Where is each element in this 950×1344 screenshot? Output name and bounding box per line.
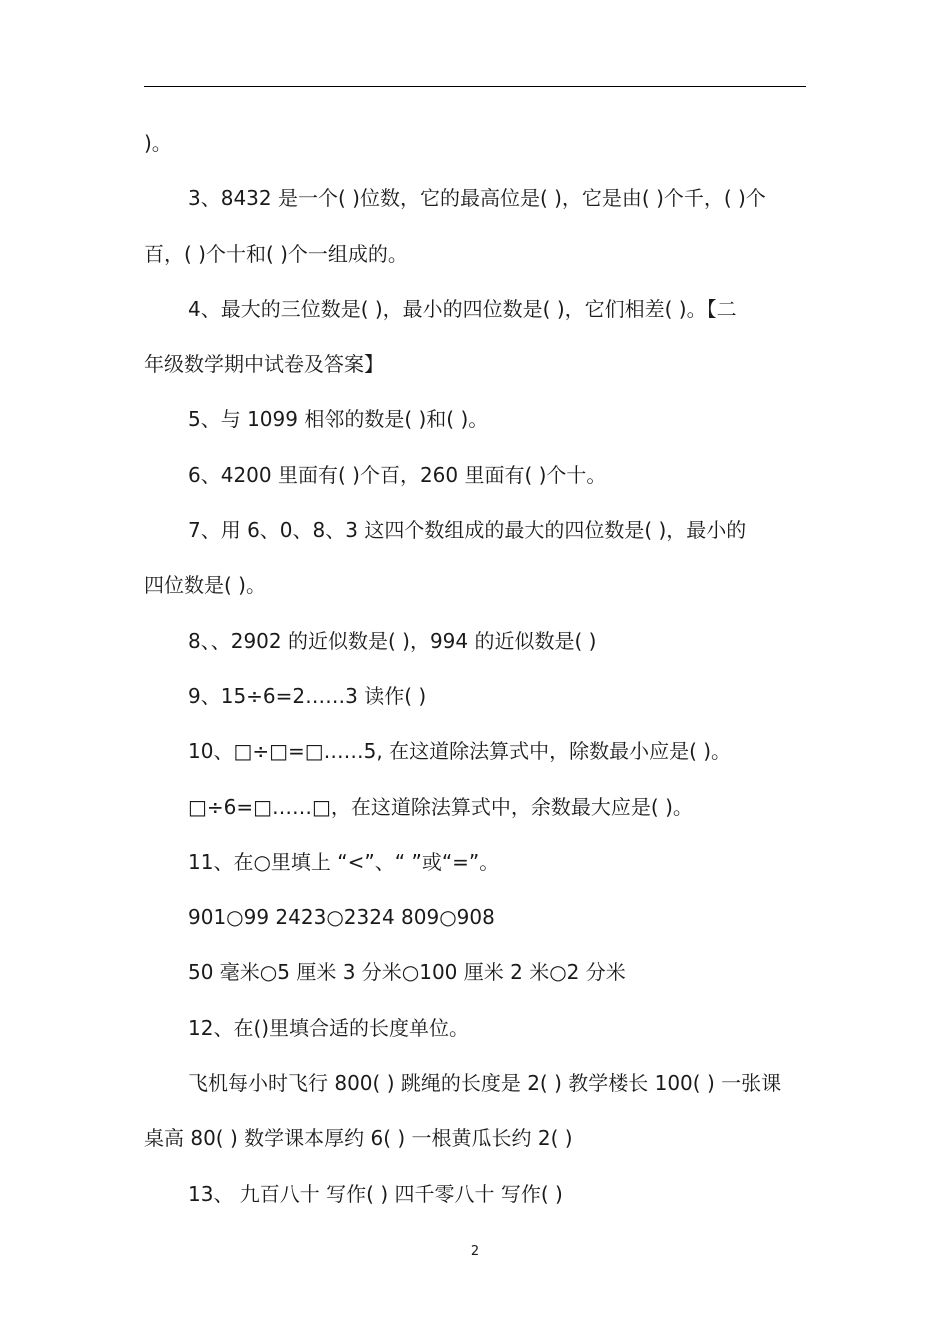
text-line-1: )。 — [144, 131, 172, 155]
header-rule — [144, 86, 806, 87]
text-line-19: 桌高 80( ) 数学课本厚约 6( ) 一根黄瓜长约 2( ) — [144, 1126, 573, 1151]
text-line-13: □÷6=□……□，在这道除法算式中，余数最大应是( )。 — [188, 794, 693, 819]
text-line-10: 8、、2902 的近似数是( )，994 的近似数是( ) — [188, 628, 597, 653]
text-line-9: 四位数是( )。 — [144, 573, 266, 598]
text-line-5: 年级数学期中试卷及答案】 — [144, 352, 384, 377]
text-line-16: 50 毫米○5 厘米 3 分米○100 厘米 2 米○2 分米 — [188, 960, 626, 985]
text-line-11: 9、15÷6=2……3 读作( ) — [188, 683, 427, 708]
text-line-2: 3、8432 是一个( )位数，它的最高位是( )，它是由( )个千，( )个 — [188, 186, 766, 211]
text-line-20: 13、 九百八十 写作( ) 四千零八十 写作( ) — [188, 1181, 563, 1206]
text-line-12: 10、□÷□=□……5, 在这道除法算式中，除数最小应是( )。 — [188, 739, 732, 764]
text-line-4: 4、最大的三位数是( )，最小的四位数是( )，它们相差( )。【二 — [188, 296, 737, 321]
text-line-6: 5、与 1099 相邻的数是( )和( )。 — [188, 407, 489, 432]
document-body — [144, 116, 806, 1222]
text-line-15: 901○99 2423○2324 809○908 — [188, 905, 495, 930]
page-number: 2 — [470, 1244, 480, 1259]
text-line-8: 7、用 6、0、8、3 这四个数组成的最大的四位数是( )，最小的 — [188, 518, 747, 543]
text-line-3: 百，( )个十和( )个一组成的。 — [144, 241, 408, 266]
text-line-7: 6、4200 里面有( )个百，260 里面有( )个十。 — [188, 462, 607, 487]
text-line-14: 11、在○里填上 “<”、“ ”或“=”。 — [188, 849, 500, 874]
text-line-17: 12、在()里填合适的长度单位。 — [188, 1015, 470, 1040]
text-line-18: 飞机每小时飞行 800( ) 跳绳的长度是 2( ) 教学楼长 100( ) 一张课 — [188, 1071, 782, 1096]
